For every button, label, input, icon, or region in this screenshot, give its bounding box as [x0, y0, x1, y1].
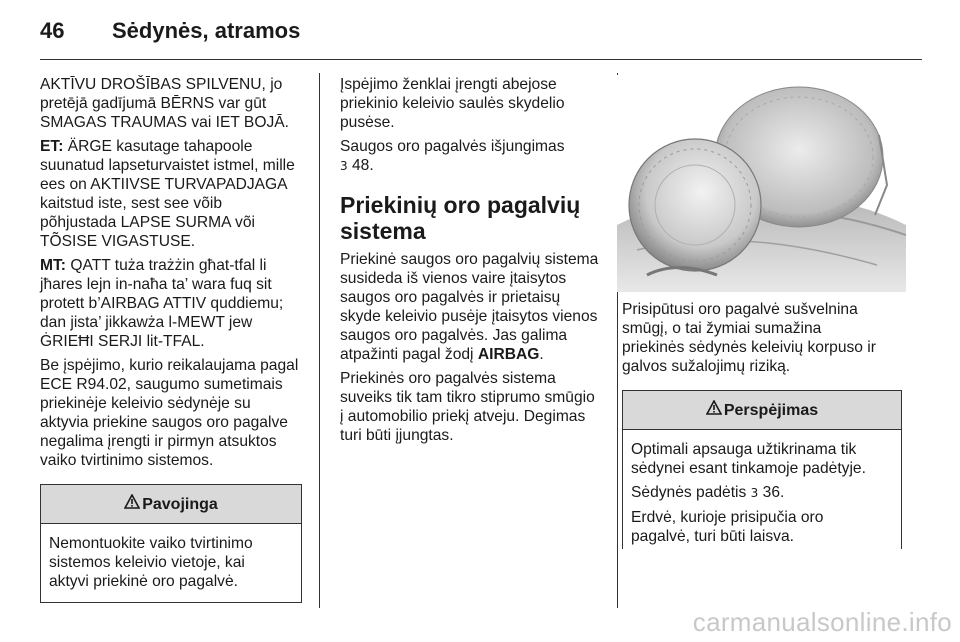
page-number: 46	[40, 18, 65, 43]
danger-box-body	[41, 524, 301, 602]
caution-box-body	[623, 430, 901, 557]
caution-text-2: Sėdynės padėtis 3 36.	[631, 484, 785, 501]
column-1	[40, 75, 302, 603]
paragraph-airbag-deactivation: Saugos oro pagalvės išjungimas 3 48.	[340, 138, 565, 174]
paragraph-et-warning: ET: ÄRGE kasutage tahapoole suunatud lapseturvaistet istmel, mille ees on AKTIIVSE TURVAPADJAGA kaitstud iste, sest see võib põhjustada LAPSE SURMA või TÕSISE VIGASTUSE.	[40, 138, 295, 250]
warning-triangle-icon	[706, 400, 722, 420]
header-divider	[40, 59, 922, 60]
caution-text-1: Optimali apsauga užtikrinama tik sėdynei esant tinkamoje padėtyje.	[631, 441, 866, 477]
paragraph-system-description: Priekinė saugos oro pagalvių sistema susideda iš vienos vaire įtaisytos saugos oro pagalvės ir prietaisų skyde keleivio pusėje įtaisytos vienos saugos oro pagalvės. Jas galima atpažinti pagal žodį AIRBAG.	[340, 251, 599, 363]
page-ref[interactable]: 36.	[762, 484, 785, 501]
danger-box	[40, 484, 302, 603]
column-divider-1	[319, 73, 320, 608]
caution-box	[622, 390, 902, 549]
paragraph-mt-warning: MT: QATT tuża trażżin għat-tfal li jħares lejn in-naħa ta’ wara fuq sit protett b’AIRBAG ATTIV quddiemu; dan jista’ jikkawża l-MEWT jew ĠRIEĦI SERJI lit-TFAL.	[40, 257, 284, 350]
airbag-word: AIRBAG	[477, 346, 540, 363]
column-3	[622, 300, 902, 549]
watermark: carmanualsonline.info	[692, 607, 952, 637]
paragraph-deployment: Priekinės oro pagalvės sistema suveiks tik tam tikro stiprumo smūgio į automobilio priekį atveju. Degimas turi būti įjungtas.	[340, 370, 595, 444]
warning-triangle-icon	[124, 494, 140, 514]
section-heading: Priekinių oro pagalvių sistema	[340, 192, 581, 244]
page-ref-icon: 3	[340, 159, 348, 173]
paragraph-lv-warning: AKTĪVU DROŠĪBAS SPILVENU, jo pretējā gadījumā BĒRNS var gūt SMAGAS TRAUMAS vai IET BOJĀ.	[40, 76, 289, 131]
caution-box-header	[623, 391, 901, 430]
page-ref-icon: 3	[750, 486, 759, 500]
illustration-caption: Prisipūtusi oro pagalvė sušvelnina smūgį, o tai žymiai sumažina priekinės sėdynės keleivių korpuso ir galvos sužalojimų riziką.	[622, 301, 876, 375]
paragraph-sun-visor: Įspėjimo ženklai įrengti abejose priekinio keleivio saulės skydelio pusėse.	[340, 76, 565, 131]
label-mt: MT:	[40, 257, 66, 274]
danger-box-text: Nemontuokite vaiko tvirtinimo sistemos keleivio vietoje, kai aktyvi priekinė oro pagalvė.	[49, 535, 253, 590]
danger-box-header	[41, 485, 301, 524]
danger-box-title: Pavojinga	[142, 495, 218, 513]
airbag-illustration	[617, 75, 906, 292]
column-2	[340, 75, 604, 450]
paragraph-lt-ece: Be įspėjimo, kurio reikalaujama pagal ECE R94.02, saugumo sumetimais priekinėje keleivio sėdynėje su aktyvia priekine saugos oro pagalve negalima įrengti ir pirmyn atsuktos vaiko tvirtinimo sistemos.	[40, 357, 299, 469]
caution-text-3: Erdvė, kurioje prisipučia oro pagalvė, turi būti laisva.	[631, 509, 824, 545]
page-title: Sėdynės, atramos	[112, 18, 301, 43]
page-ref[interactable]: 48.	[351, 157, 374, 174]
label-et: ET:	[40, 138, 64, 155]
caution-box-title: Perspėjimas	[723, 401, 819, 419]
page-header	[0, 0, 960, 60]
